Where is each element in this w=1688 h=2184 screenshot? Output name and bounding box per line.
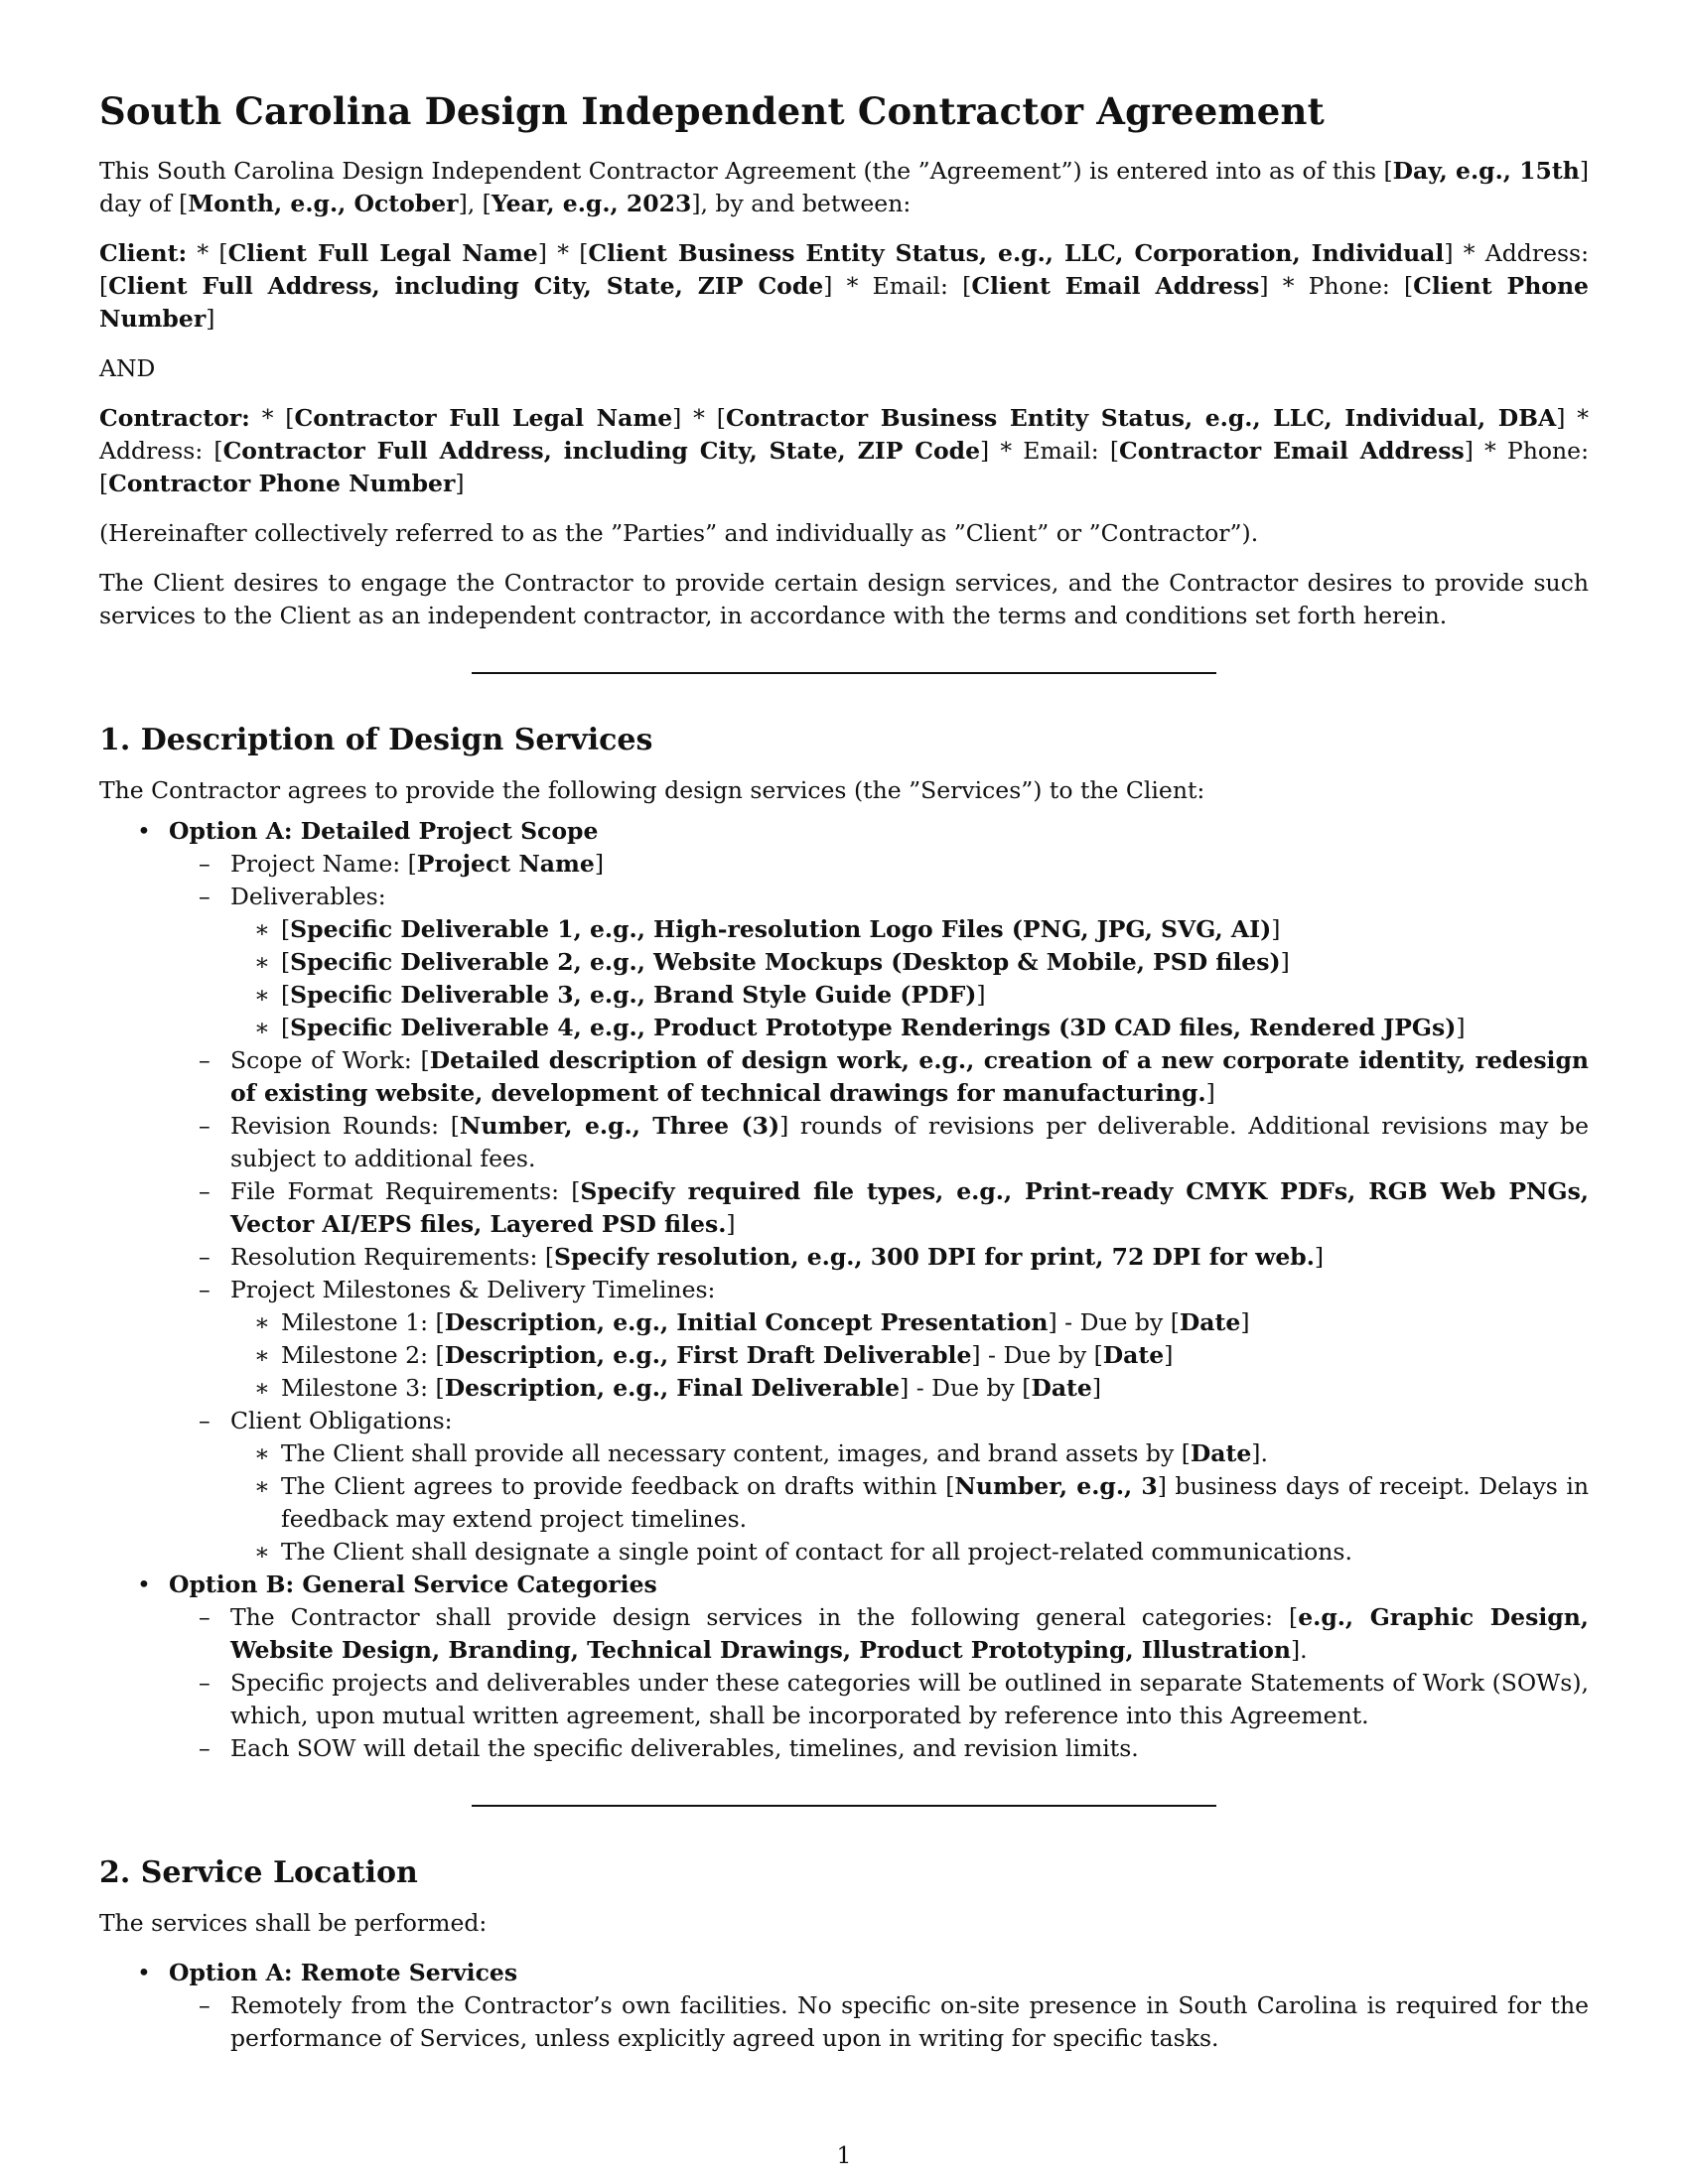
deliverables-item: – Deliverables: ∗ [Specific Deliverable 1, e.g., High-resolution Logo Files (PNG, JPG, SVG, AI)] ∗ [Specific Deliverable 2, e.g., Website Mockups (Desktop & Mobile, PSD files)] ∗ [Specific Deliverable 3, e.g., Brand Style Guide (PDF)] ∗ [Specific Deliverable 4, e.g., Product Prototype Renderings (3D CAD files, Rendered JPGs)] bbox=[169, 881, 1589, 1044]
scope-item: – Scope of Work: [Detailed description of design work, e.g., creation of a new corporate identity, redesign of existing website, development of technical drawings for manufacturing.] bbox=[169, 1044, 1589, 1110]
client-obligations-item: – Client Obligations: ∗ The Client shall provide all necessary content, images, and brand assets by [Date]. ∗ The Client agrees to provide feedback on drafts within [Number, e.g., 3] business days of receipt. Delays in feedback may extend project timelines. ∗ The Client shall designate a single point of contact for all project-related communications. bbox=[169, 1405, 1589, 1569]
option-a-item bbox=[99, 815, 1589, 1569]
client-email: Client Email Address bbox=[971, 272, 1260, 300]
month-placeholder: Month, e.g., October bbox=[188, 190, 459, 217]
client-name: Client Full Legal Name bbox=[227, 239, 538, 267]
contractor-name: Contractor Full Legal Name bbox=[294, 404, 673, 432]
and-separator: AND bbox=[99, 354, 156, 382]
categories-item: – The Contractor shall provide design services in the following general categories: [e.g., Graphic Design, Website Design, Branding, Technical Drawings, Product Prototyping, Illustration]. bbox=[169, 1601, 1589, 1667]
list-item: ∗ The Client shall designate a single point of contact for all project-related communications. bbox=[230, 1536, 1589, 1569]
client-block: Client: * [Client Full Legal Name] * [Client Business Entity Status, e.g., LLC, Corporation, Individual] * Address: [Client Full Address, including City, State, ZIP Code] * Email: [Client Email Address] * Phone: [Client Phone Number] bbox=[99, 239, 1590, 333]
option-b-title: Option B: General Service Categories bbox=[169, 1570, 657, 1598]
day-placeholder: Day, e.g., 15th bbox=[1392, 157, 1580, 185]
year-placeholder: Year, e.g., 2023 bbox=[491, 190, 692, 217]
list-item: ∗ The Client shall provide all necessary content, images, and brand assets by [Date]. bbox=[230, 1437, 1589, 1470]
milestones-item: – Project Milestones & Delivery Timelines: ∗ Milestone 1: [Description, e.g., Initial Concept Presentation] - Due by [Date] ∗ Milestone 2: [Description, e.g., First Draft Deliverable] - Due by [Date] ∗ Milestone 3: [Description, e.g., Final Deliverable] - Due by [Date] bbox=[169, 1274, 1589, 1405]
remote-option-text: – Remotely from the Contractor’s own facilities. No specific on-site presence in South Carolina is required for the performance of Services, unless explicitly agreed upon in writing for specific tasks. bbox=[169, 1989, 1589, 2055]
file-format-item: – File Format Requirements: [Specify required file types, e.g., Print-ready CMYK PDFs, RGB Web PNGs, Vector AI/EPS files, Layered PSD files.] bbox=[169, 1175, 1589, 1241]
project-name-item: – Project Name: [Project Name] bbox=[169, 848, 1589, 881]
contractor-email: Contractor Email Address bbox=[1119, 437, 1465, 465]
client-label: Client: bbox=[99, 239, 188, 267]
section-2-intro: The services shall be performed: bbox=[99, 1909, 488, 1937]
contractor-entity: Contractor Business Entity Status, e.g., LLC, Individual, DBA bbox=[725, 404, 1557, 432]
client-address: Client Full Address, including City, State, ZIP Code bbox=[108, 272, 824, 300]
list-item: ∗ [Specific Deliverable 3, e.g., Brand Style Guide (PDF)] bbox=[230, 979, 1589, 1012]
list-item: ∗ Milestone 3: [Description, e.g., Final Deliverable] - Due by [Date] bbox=[230, 1372, 1589, 1405]
revisions-item: – Revision Rounds: [Number, e.g., Three (3)] rounds of revisions per deliverable. Additional revisions may be subject to additional fees. bbox=[169, 1110, 1589, 1175]
list-item: ∗ Milestone 2: [Description, e.g., First Draft Deliverable] - Due by [Date] bbox=[230, 1339, 1589, 1372]
resolution-item: – Resolution Requirements: [Specify resolution, e.g., 300 DPI for print, 72 DPI for web.] bbox=[169, 1241, 1589, 1274]
section-divider bbox=[472, 1805, 1216, 1807]
contractor-label: Contractor: bbox=[99, 404, 250, 432]
document-page bbox=[99, 87, 1589, 2055]
section-1-heading: 1. Description of Design Services bbox=[99, 723, 653, 757]
list-item: ∗ [Specific Deliverable 1, e.g., High-resolution Logo Files (PNG, JPG, SVG, AI)] bbox=[230, 913, 1589, 946]
list-item: ∗ The Client agrees to provide feedback on drafts within [Number, e.g., 3] business days of receipt. Delays in feedback may extend project timelines. bbox=[230, 1470, 1589, 1536]
sow-item: – Specific projects and deliverables under these categories will be outlined in separate Statements of Work (SOWs), which, upon mutual written agreement, shall be incorporated by reference into this Agreement. bbox=[169, 1667, 1589, 1732]
list-item: ∗ [Specific Deliverable 2, e.g., Website Mockups (Desktop & Mobile, PSD files)] bbox=[230, 946, 1589, 979]
sow-detail-item: – Each SOW will detail the specific deliverables, timelines, and revision limits. bbox=[169, 1732, 1589, 1765]
list-item: ∗ Milestone 1: [Description, e.g., Initial Concept Presentation] - Due by [Date] bbox=[230, 1306, 1589, 1339]
option-a-title: Option A: Detailed Project Scope bbox=[169, 817, 599, 845]
contractor-address: Contractor Full Address, including City, State, ZIP Code bbox=[222, 437, 981, 465]
purpose-paragraph: The Client desires to engage the Contractor to provide certain design services, and the Contractor desires to provide such services to the Client as an independent contractor, in accordance with the terms and conditions set forth herein. bbox=[99, 569, 1589, 629]
list-item: ∗ [Specific Deliverable 4, e.g., Product Prototype Renderings (3D CAD files, Rendered JPGs)] bbox=[230, 1012, 1589, 1044]
page-number: 1 bbox=[836, 2141, 852, 2169]
contractor-block: Contractor: * [Contractor Full Legal Name] * [Contractor Business Entity Status, e.g., LLC, Individual, DBA] * Address: [Contractor Full Address, including City, State, ZIP Code] * Email: [Contractor Email Address] * Phone: [Contractor Phone Number] bbox=[99, 404, 1589, 497]
section-1-intro: The Contractor agrees to provide the following design services (the ”Services”) to the Client: bbox=[99, 776, 1205, 804]
parties-note: (Hereinafter collectively referred to as the ”Parties” and individually as ”Client” or ”Contractor”). bbox=[99, 519, 1259, 547]
contractor-phone: Contractor Phone Number bbox=[108, 470, 456, 497]
document-title: South Carolina Design Independent Contractor Agreement bbox=[99, 89, 1325, 133]
client-entity: Client Business Entity Status, e.g., LLC, Corporation, Individual bbox=[588, 239, 1445, 267]
section-1-options bbox=[99, 815, 1589, 1765]
option-b-item bbox=[99, 1569, 1589, 1765]
section-2-heading: 2. Service Location bbox=[99, 1855, 418, 1890]
client-phone: Client Phone Number bbox=[99, 272, 1589, 333]
section-divider bbox=[472, 672, 1216, 674]
intro-paragraph: This South Carolina Design Independent Contractor Agreement (the ”Agreement”) is entered into as of this [Day, e.g., 15th] day of [Month, e.g., October], [Year, e.g., 2023], by and between: bbox=[99, 157, 1589, 217]
remote-option-title: Option A: Remote Services bbox=[169, 1959, 518, 1986]
remote-option-item bbox=[99, 1957, 1589, 2055]
section-2-options bbox=[99, 1957, 1589, 2055]
